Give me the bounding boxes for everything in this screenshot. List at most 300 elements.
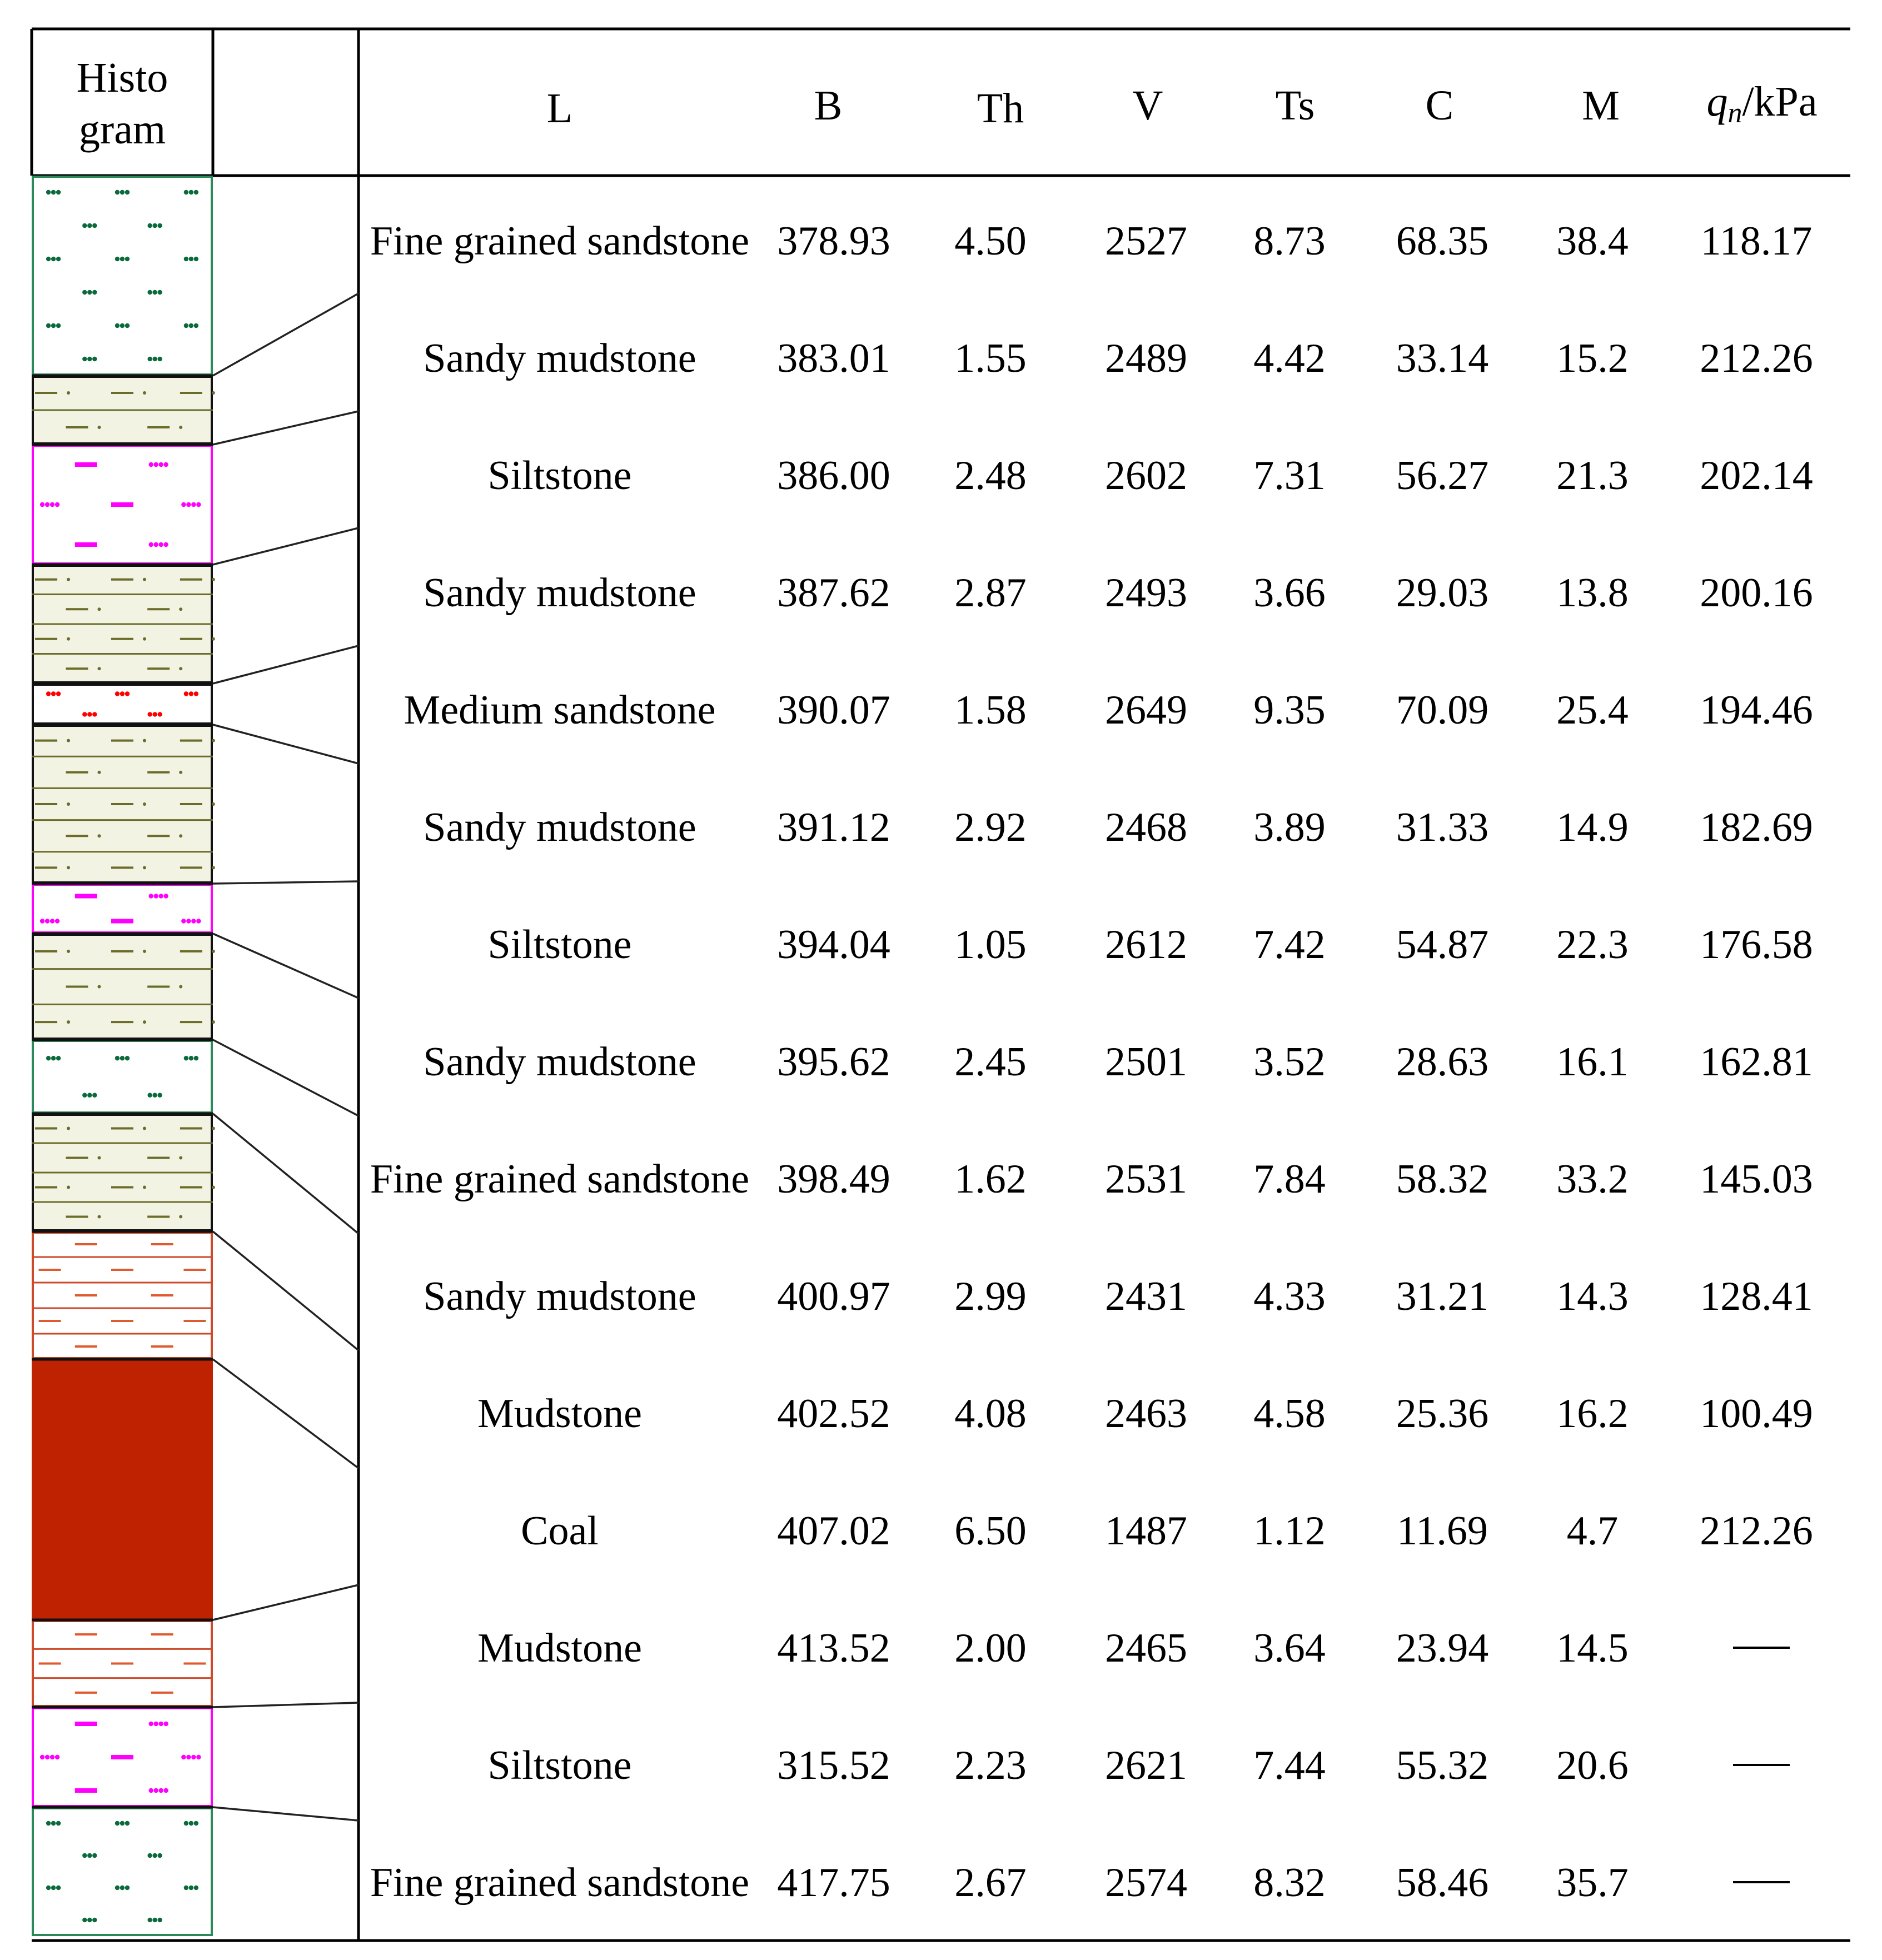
- table-row: [487, 453, 1813, 498]
- pattern-dot: [46, 323, 51, 328]
- pattern-dash: [111, 1755, 133, 1759]
- col-header-L: L: [546, 85, 573, 132]
- col-header-qn-symbol: q: [1706, 78, 1728, 125]
- cell-c: 70.09: [1396, 687, 1489, 733]
- cell-th: 1.05: [954, 922, 1027, 967]
- pattern-dot: [50, 919, 54, 923]
- cell-v: 2574: [1105, 1860, 1187, 1906]
- pattern-dot: [196, 502, 201, 507]
- pattern-dot: [184, 190, 188, 194]
- pattern-dot: [154, 1722, 158, 1726]
- histogram-layer-siltstone: [33, 885, 212, 932]
- pattern-dot: [98, 607, 101, 611]
- pattern-dot: [189, 691, 193, 696]
- pattern-dot: [164, 894, 168, 898]
- connector-line: [213, 411, 359, 445]
- pattern-dot: [45, 1755, 49, 1759]
- pattern-dot: [115, 1886, 120, 1890]
- pattern-dot: [125, 1056, 130, 1060]
- connector-line: [213, 293, 359, 376]
- pattern-dot: [147, 1918, 152, 1922]
- pattern-dot: [184, 1886, 188, 1890]
- pattern-dot: [87, 1918, 92, 1922]
- cell-qn: 100.49: [1700, 1391, 1813, 1437]
- cell-th: 1.55: [954, 336, 1027, 381]
- cell-c: 23.94: [1396, 1625, 1489, 1671]
- cell-c: 58.46: [1396, 1860, 1489, 1906]
- cell-b: 378.93: [777, 218, 890, 264]
- pattern-dot: [179, 426, 182, 429]
- pattern-dot: [212, 391, 215, 395]
- pattern-dot: [143, 1020, 146, 1024]
- pattern-dot: [51, 190, 56, 194]
- cell-th: 2.67: [954, 1860, 1027, 1906]
- cell-v: 2431: [1105, 1274, 1187, 1319]
- pattern-dot: [159, 894, 163, 898]
- layer-box: [33, 885, 212, 932]
- pattern-dot: [87, 223, 92, 228]
- cell-b: 413.52: [777, 1625, 890, 1671]
- pattern-dot: [98, 985, 101, 989]
- cell-m: 25.4: [1556, 687, 1629, 733]
- histogram-layer-mudstone: [32, 1233, 213, 1358]
- pattern-dot: [147, 712, 152, 716]
- pattern-dot: [82, 712, 87, 716]
- pattern-dot: [125, 190, 130, 194]
- pattern-dash: [75, 542, 97, 547]
- pattern-dot: [147, 1093, 152, 1098]
- pattern-dot: [120, 691, 125, 696]
- table-row: [521, 1508, 1813, 1554]
- pattern-dot: [157, 1918, 162, 1922]
- pattern-dot: [115, 190, 120, 194]
- histogram-layer-siltstone: [33, 446, 212, 563]
- pattern-dot: [56, 190, 61, 194]
- pattern-dot: [67, 578, 70, 581]
- cell-m: 22.3: [1556, 922, 1629, 967]
- table-row: [370, 1860, 1790, 1906]
- pattern-dot: [125, 691, 130, 696]
- cell-ts: 7.42: [1253, 922, 1326, 967]
- layer-box: [33, 685, 212, 724]
- cell-l: Siltstone: [487, 922, 632, 967]
- table-row: [477, 1391, 1813, 1437]
- pattern-dot: [157, 1093, 162, 1098]
- pattern-dot: [212, 802, 215, 806]
- cell-m: 16.2: [1556, 1391, 1629, 1437]
- pattern-dot: [212, 866, 215, 869]
- pattern-dot: [125, 257, 130, 261]
- cell-v: 2468: [1105, 805, 1187, 850]
- pattern-dot: [56, 1886, 61, 1890]
- cell-ts: 9.35: [1253, 687, 1326, 733]
- pattern-dot: [40, 502, 44, 507]
- pattern-dot: [82, 1853, 87, 1858]
- pattern-dot: [125, 1886, 130, 1890]
- pattern-dot: [143, 637, 146, 641]
- pattern-dot: [125, 1821, 130, 1826]
- cell-c: 28.63: [1396, 1039, 1489, 1085]
- pattern-dot: [51, 691, 56, 696]
- pattern-dot: [98, 1156, 101, 1160]
- connector-line: [213, 528, 359, 565]
- pattern-dot: [154, 1788, 158, 1793]
- cell-c: 31.21: [1396, 1274, 1489, 1319]
- col-header-C: C: [1425, 82, 1454, 129]
- pattern-dot: [120, 1821, 125, 1826]
- pattern-dot: [87, 712, 92, 716]
- pattern-dot: [45, 502, 49, 507]
- pattern-dot: [186, 919, 191, 923]
- pattern-dot: [46, 257, 51, 261]
- pattern-dot: [179, 1215, 182, 1219]
- pattern-dot: [92, 712, 97, 716]
- pattern-dot: [186, 1755, 191, 1759]
- cell-qn: 128.41: [1700, 1274, 1813, 1319]
- cell-qn: 194.46: [1700, 687, 1813, 733]
- connector-line: [213, 1359, 359, 1468]
- pattern-dot: [149, 894, 153, 898]
- layer-box: [33, 1360, 212, 1619]
- connector-line: [213, 1114, 359, 1234]
- cell-qn: 212.26: [1700, 1508, 1813, 1554]
- pattern-dot: [152, 290, 157, 295]
- cell-qn: 200.16: [1700, 570, 1813, 616]
- cell-l: Sandy mudstone: [423, 336, 696, 381]
- pattern-dot: [67, 802, 70, 806]
- cell-b: 390.07: [777, 687, 890, 733]
- cell-c: 55.32: [1396, 1743, 1489, 1788]
- pattern-dot: [184, 323, 188, 328]
- pattern-dot: [82, 223, 87, 228]
- pattern-dot: [189, 1821, 193, 1826]
- histogram-layer-sandy-mudstone: [32, 1115, 215, 1230]
- cell-th: 1.58: [954, 687, 1027, 733]
- pattern-dot: [115, 257, 120, 261]
- cell-m: 16.1: [1556, 1039, 1629, 1085]
- table-row: [423, 1039, 1813, 1085]
- pattern-dot: [92, 1853, 97, 1858]
- pattern-dot: [179, 667, 182, 670]
- connector-line: [213, 1807, 359, 1821]
- cell-b: 395.62: [777, 1039, 890, 1085]
- pattern-dot: [87, 290, 92, 295]
- pattern-dot: [40, 1755, 44, 1759]
- cell-l: Siltstone: [487, 1743, 632, 1788]
- col-header-Ts: Ts: [1275, 82, 1315, 129]
- pattern-dot: [120, 257, 125, 261]
- cell-th: 2.92: [954, 805, 1027, 850]
- pattern-dot: [212, 637, 215, 641]
- cell-v: 2489: [1105, 336, 1187, 381]
- histogram-layer-fine-sandstone: [33, 1808, 212, 1935]
- cell-v: 1487: [1105, 1508, 1187, 1554]
- pattern-dot: [154, 542, 158, 547]
- pattern-dot: [46, 1821, 51, 1826]
- pattern-dot: [143, 866, 146, 869]
- cell-ts: 4.42: [1253, 336, 1326, 381]
- pattern-dot: [92, 290, 97, 295]
- cell-qn: 176.58: [1700, 922, 1813, 967]
- pattern-dot: [184, 1056, 188, 1060]
- pattern-dot: [67, 637, 70, 641]
- pattern-dot: [67, 739, 70, 742]
- histogram-header-line2: gram: [78, 106, 166, 153]
- histogram-layer-sandy-mudstone: [32, 566, 215, 682]
- pattern-dot: [194, 190, 198, 194]
- pattern-dot: [147, 357, 152, 361]
- cell-c: 58.32: [1396, 1156, 1489, 1202]
- col-header-B: B: [814, 82, 843, 129]
- cell-m: 35.7: [1556, 1860, 1629, 1906]
- pattern-dot: [143, 391, 146, 395]
- pattern-dash: [75, 1788, 97, 1793]
- cell-m: 13.8: [1556, 570, 1629, 616]
- pattern-dot: [149, 1788, 153, 1793]
- cell-qn: 145.03: [1700, 1156, 1813, 1202]
- pattern-dot: [157, 223, 162, 228]
- pattern-dot: [194, 257, 198, 261]
- pattern-dot: [143, 1186, 146, 1189]
- pattern-dot: [115, 1056, 120, 1060]
- cell-th: 4.50: [954, 218, 1027, 264]
- cell-b: 386.00: [777, 453, 890, 498]
- table-row: [487, 922, 1813, 967]
- table-row: [423, 570, 1813, 616]
- table-row: [404, 687, 1813, 733]
- pattern-dot: [55, 502, 59, 507]
- connector-line: [213, 725, 359, 764]
- pattern-dot: [120, 1056, 125, 1060]
- cell-l: Fine grained sandstone: [370, 1156, 750, 1202]
- pattern-dot: [51, 257, 56, 261]
- pattern-dot: [46, 190, 51, 194]
- pattern-dot: [115, 323, 120, 328]
- col-header-V: V: [1132, 82, 1163, 129]
- pattern-dot: [181, 502, 186, 507]
- pattern-dash: [75, 462, 97, 467]
- cell-v: 2621: [1105, 1743, 1187, 1788]
- pattern-dot: [98, 771, 101, 774]
- pattern-dot: [152, 712, 157, 716]
- histogram-layer-sandy-mudstone: [32, 935, 215, 1039]
- pattern-dot: [51, 323, 56, 328]
- cell-m: 33.2: [1556, 1156, 1629, 1202]
- histogram-layer-fine-sandstone: [33, 1041, 212, 1113]
- cell-b: 417.75: [777, 1860, 890, 1906]
- cell-m: 21.3: [1556, 453, 1629, 498]
- pattern-dot: [67, 1186, 70, 1189]
- pattern-dot: [179, 1156, 182, 1160]
- pattern-dot: [189, 323, 193, 328]
- cell-v: 2463: [1105, 1391, 1187, 1437]
- pattern-dot: [56, 691, 61, 696]
- cell-m: 14.9: [1556, 805, 1629, 850]
- pattern-dot: [87, 357, 92, 361]
- pattern-dot: [189, 1886, 193, 1890]
- cell-m: 20.6: [1556, 1743, 1629, 1788]
- pattern-dash: [75, 1722, 97, 1726]
- pattern-dot: [98, 1215, 101, 1219]
- pattern-dot: [152, 1853, 157, 1858]
- pattern-dot: [164, 1722, 168, 1726]
- pattern-dot: [152, 357, 157, 361]
- pattern-dot: [194, 323, 198, 328]
- cell-th: 2.48: [954, 453, 1027, 498]
- cell-qn: 202.14: [1700, 453, 1813, 498]
- pattern-dot: [87, 1853, 92, 1858]
- pattern-dot: [194, 1821, 198, 1826]
- histogram-layer-coal: [33, 1360, 212, 1619]
- pattern-dot: [40, 919, 44, 923]
- pattern-dot: [157, 712, 162, 716]
- pattern-dot: [143, 802, 146, 806]
- cell-l: Sandy mudstone: [423, 570, 696, 616]
- cell-b: 394.04: [777, 922, 890, 967]
- pattern-dot: [56, 1056, 61, 1060]
- cell-c: 56.27: [1396, 453, 1489, 498]
- pattern-dot: [46, 691, 51, 696]
- cell-c: 33.14: [1396, 336, 1489, 381]
- cell-ts: 7.31: [1253, 453, 1326, 498]
- pattern-dot: [67, 866, 70, 869]
- cell-ts: 1.12: [1253, 1508, 1326, 1554]
- cell-c: 25.36: [1396, 1391, 1489, 1437]
- pattern-dot: [181, 1755, 186, 1759]
- pattern-dot: [152, 223, 157, 228]
- pattern-dot: [92, 1093, 97, 1098]
- pattern-dot: [67, 950, 70, 953]
- layer-box: [33, 1808, 212, 1935]
- cell-l: Fine grained sandstone: [370, 218, 750, 264]
- cell-c: 31.33: [1396, 805, 1489, 850]
- pattern-dot: [189, 257, 193, 261]
- cell-l: Mudstone: [477, 1391, 642, 1437]
- cell-c: 54.87: [1396, 922, 1489, 967]
- pattern-dot: [125, 323, 130, 328]
- col-header-qn-subscript: n: [1727, 97, 1742, 129]
- pattern-dot: [184, 691, 188, 696]
- table-row: [423, 805, 1813, 850]
- pattern-dot: [164, 462, 168, 467]
- pattern-dot: [120, 1886, 125, 1890]
- pattern-dot: [56, 323, 61, 328]
- pattern-dot: [82, 357, 87, 361]
- table-row: [370, 1156, 1813, 1202]
- pattern-dot: [143, 578, 146, 581]
- pattern-dot: [56, 1821, 61, 1826]
- histogram-layer-medium-sandstone: [33, 685, 212, 724]
- pattern-dot: [152, 1918, 157, 1922]
- pattern-dot: [51, 1886, 56, 1890]
- cell-th: 1.62: [954, 1156, 1027, 1202]
- pattern-dot: [191, 919, 196, 923]
- cell-b: 383.01: [777, 336, 890, 381]
- cell-ts: 4.58: [1253, 1391, 1326, 1437]
- cell-v: 2602: [1105, 453, 1187, 498]
- pattern-dot: [194, 691, 198, 696]
- pattern-dot: [149, 462, 153, 467]
- pattern-dot: [98, 834, 101, 837]
- histogram-layer-siltstone: [33, 1708, 212, 1806]
- cell-m: 38.4: [1556, 218, 1629, 264]
- cell-th: 4.08: [954, 1391, 1027, 1437]
- pattern-dot: [120, 190, 125, 194]
- pattern-dot: [55, 1755, 59, 1759]
- pattern-dot: [87, 1093, 92, 1098]
- pattern-dot: [143, 950, 146, 953]
- pattern-dot: [157, 290, 162, 295]
- pattern-dash: [111, 919, 133, 924]
- cell-ts: 3.64: [1253, 1625, 1326, 1671]
- table-row: [477, 1625, 1790, 1671]
- cell-v: 2531: [1105, 1156, 1187, 1202]
- pattern-dot: [46, 1886, 51, 1890]
- cell-m: 4.7: [1566, 1508, 1619, 1554]
- cell-l: Sandy mudstone: [423, 1039, 696, 1085]
- pattern-dot: [189, 1056, 193, 1060]
- cell-v: 2493: [1105, 570, 1187, 616]
- pattern-dot: [98, 667, 101, 670]
- pattern-dot: [164, 1788, 168, 1793]
- cell-c: 11.69: [1397, 1508, 1488, 1554]
- pattern-dot: [147, 290, 152, 295]
- cell-ts: 8.32: [1253, 1860, 1326, 1906]
- cell-th: 2.87: [954, 570, 1027, 616]
- cell-qn: 182.69: [1700, 805, 1813, 850]
- cell-th: 2.45: [954, 1039, 1027, 1085]
- connector-line: [213, 934, 359, 998]
- pattern-dot: [82, 1918, 87, 1922]
- cell-l: Medium sandstone: [404, 687, 716, 733]
- cell-v: 2465: [1105, 1625, 1187, 1671]
- cell-c: 68.35: [1396, 218, 1489, 264]
- pattern-dot: [186, 502, 191, 507]
- pattern-dash: [75, 894, 97, 899]
- pattern-dot: [51, 1821, 56, 1826]
- pattern-dot: [56, 257, 61, 261]
- pattern-dot: [212, 1020, 215, 1024]
- pattern-dot: [152, 1093, 157, 1098]
- pattern-dot: [184, 1821, 188, 1826]
- cell-ts: 7.84: [1253, 1156, 1326, 1202]
- pattern-dot: [67, 1127, 70, 1130]
- pattern-dot: [212, 1186, 215, 1189]
- pattern-dot: [147, 1853, 152, 1858]
- pattern-dot: [179, 985, 182, 989]
- cell-b: 387.62: [777, 570, 890, 616]
- cell-v: 2612: [1105, 922, 1187, 967]
- table-row: [370, 218, 1813, 264]
- pattern-dot: [46, 1056, 51, 1060]
- cell-b: 391.12: [777, 805, 890, 850]
- pattern-dot: [92, 1918, 97, 1922]
- pattern-dot: [92, 223, 97, 228]
- cell-ts: 3.66: [1253, 570, 1326, 616]
- cell-b: 315.52: [777, 1743, 890, 1788]
- connector-line: [213, 1231, 359, 1350]
- pattern-dot: [194, 1056, 198, 1060]
- table-row: [423, 336, 1813, 381]
- pattern-dot: [67, 1020, 70, 1024]
- pattern-dot: [164, 542, 168, 547]
- connector-line: [213, 646, 359, 684]
- pattern-dot: [212, 950, 215, 953]
- connector-line: [213, 1585, 359, 1620]
- connector-line: [213, 881, 359, 884]
- pattern-dot: [143, 1127, 146, 1130]
- col-header-qn: [1706, 78, 1817, 129]
